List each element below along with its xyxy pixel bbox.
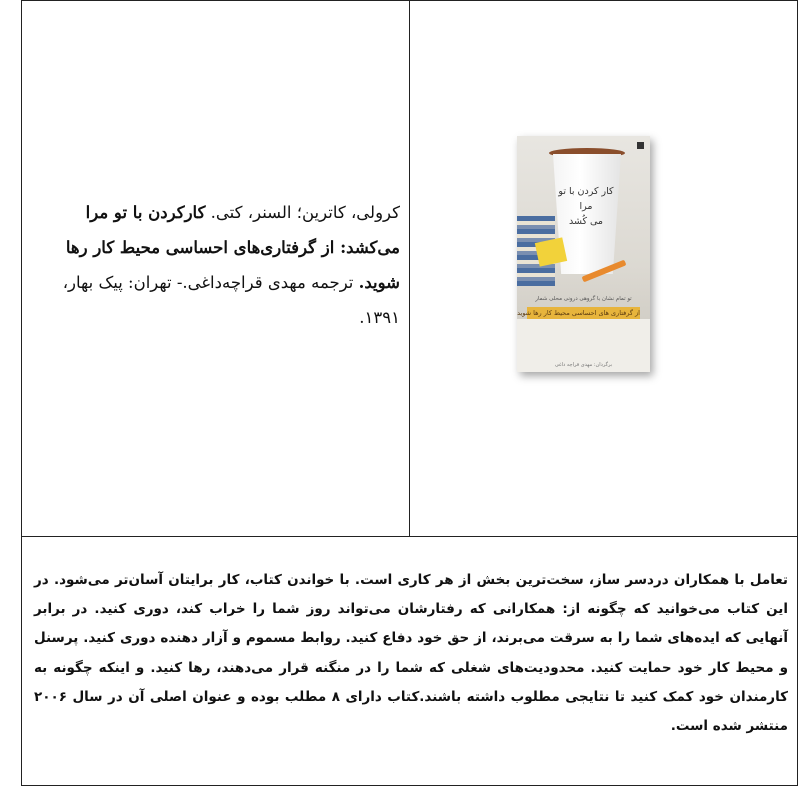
citation-publication: ترجمه مهدی قراچه‌داغی.- تهران: پیک بهار، ۱۳۹۱. (62, 273, 400, 327)
cover-title-line1: کار کردن با تو (558, 186, 614, 197)
cover-translator: برگردان: مهدی قراچه داغی (554, 362, 613, 368)
citation-title: کارکردن با تو مرا می‌کشد: از گرفتاری‌های احساسی محیط کار رها شوید. (65, 203, 400, 292)
citation-authors: کرولی، کاترین؛ السنر، کتی. (205, 203, 400, 222)
row-divider (21, 536, 798, 537)
book-summary: تعامل با همکاران دردسر ساز، سخت‌ترین بخش از هر کاری است. با خواندن کتاب، کار برایتان آسان‌تر می‌شود. در این کتاب می‌خوانید که چگونه از: همکارانی که رفتارشان می‌تواند روز شما را خراب کند، دوری کنید. در برابر آنهایی که ایده‌های شما را به سرقت می‌برند، از حق خود دفاع کنید. روابط مسموم و آزار دهنده دوری کنید. پرسنل و محیط کار خود حمایت کنید. محدودیت‌های شغلی که شما را در منگنه قرار می‌دهند، رها کنید. و اینکه چگونه به کارمندان خود کمک کنید تا نتایجی مطلوب داشته باشند.کتاب دارای ۸ مطلب بوده و عنوان اصلی آن در سال ۲۰۰۶ منتشر شده است. (34, 572, 789, 735)
cover-subtitle: از گرفتاری های احساسی محیط کار رها شوید (517, 309, 640, 317)
book-cover-image (517, 136, 650, 372)
cover-title-line2: مرا (579, 201, 593, 212)
cover-title-line3: می کُشد (568, 216, 603, 227)
cover-tagline: تو تمام نشان با گروهی درونی محلی‌ شمار (535, 296, 632, 302)
citation-text (28, 195, 400, 335)
column-divider (409, 0, 410, 536)
publisher-logo-icon (637, 142, 644, 149)
book-cover (517, 136, 650, 372)
